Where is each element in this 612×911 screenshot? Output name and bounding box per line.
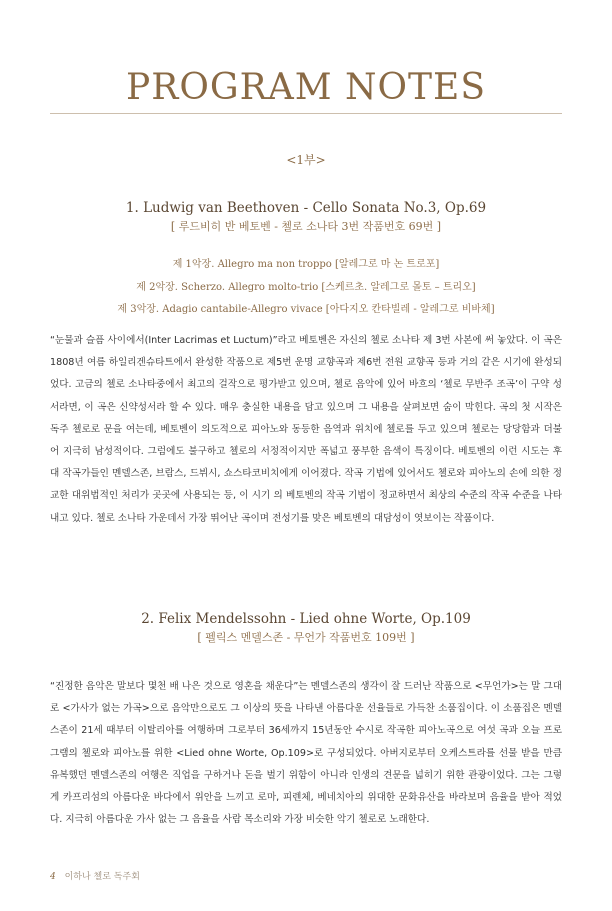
piece-subtitle: [ 루드비히 반 베토벤 - 첼로 소나타 3번 작품번호 69번 ] (170, 220, 442, 233)
piece-title: 2. Felix Mendelssohn - Lied ohne Worte, Op.109 (141, 611, 471, 627)
piece-title: 1. Ludwig van Beethoven - Cello Sonata No.3, Op.69 (125, 200, 487, 216)
movement-item: 제 2악장. Scherzo. Allegro molto-trio [스케르초. 알레그로 몰토 – 트리오] (136, 281, 476, 293)
piece-2-heading (0, 609, 612, 647)
part-label: <1부> (286, 153, 326, 167)
piece-subtitle: [ 펠릭스 멘델스존 - 무언가 작품번호 109번 ] (197, 631, 415, 644)
movement-item: 제 1악장. Allegro ma non troppo [알레그로 마 논 트로포] (172, 259, 440, 270)
piece-1-description: “눈물과 슬픔 사이에서(Inter Lacrimas et Luctum)”라고 베토벤은 자신의 첼로 소나타 제 3번 사본에 써 놓았다. 이 곡은 1808년 여름 하일리겐슈타트에서 완성한 작품으로 제5번 운명 교향곡과 제6번 전원 교향곡 등과 거의 같은 시기에 완성되었다. 고금의 첼로 소나타중에서 최고의 걸작으로 평가받고 있으며, 첼로 음악에 있어 바흐의 ‘첼로 무반주 조곡’이 구약 성서라면, 이 곡은 신약성서라 할 수 있다. 매우 충실한 내용을 담고 있으며 그 내용을 살펴보면 숨이 막힌다. 곡의 첫 시작은 독주 첼로로 문을 여는데, 베토벤이 의도적으로 피아노와 동등한 음역과 위치에 첼로를 두고 있으며 첼로는 당당함과 더불어 지극히 남성적이다. 그럼에도 불구하고 첼로의 서정적이지만 폭넓고 풍부한 음색이 특징이다. 베토벤의 이런 시도는 후대 작곡가들인 멘델스존, 브람스, 드뷔시, 쇼스타코비치에게 이어졌다. 작곡 기법에 있어서도 첼로와 피아노의 손에 의한 정교한 대위법적인 처리가 곳곳에 사용되는 등, 이 시기 의 베토벤의 작곡 기법이 정교하면서 최상의 수준의 작곡 수준을 나타내고 있다. 첼로 소나타 가운데서 가장 뛰어난 곡이며 전성기를 맞은 베토벤의 대담성이 엿보이는 작품이다. (50, 335, 562, 524)
piece-1-heading (0, 198, 612, 236)
page-title: PROGRAM NOTES (126, 67, 486, 108)
footer-text: 이하나 첼로 독주회 (64, 872, 140, 882)
title-divider (50, 113, 562, 114)
piece-2-description: “진정한 음악은 말보다 몇천 배 나은 것으로 영혼을 채운다”는 멘델스존의 생각이 잘 드러난 작품으로 <무언가>는 말 그대로 <가사가 없는 가곡>으로 음악만으로도 그 이상의 뜻을 나타낸 아름다운 선율들로 가득찬 소품집이다. 이 소품집은 멘델스존이 21세 때부터 이탈리아를 여행하며 그로부터 36세까지 15년동안 수시로 작곡한 피아노곡으로 여섯 곡과 오늘 프로그램의 첼로와 피아노를 위한 <Lied ohne Worte, Op.109>로 구성되었다. 아버지로부터 오케스트라를 선물 받을 만큼 유복했던 멘델스존의 여행은 직업을 구하거나 돈을 벌기 위함이 아니라 인생의 견문을 넓히기 위한 관광이었다. 그는 그렇게 카프리섬의 아름다운 바다에서 위안을 느끼고 로마, 피렌체, 베네치아의 위대한 문화유산을 바라보며 음율을 받아 적었다. 지극히 아름다운 가사 없는 그 음율을 사람 목소리와 가장 비슷한 악기 첼로로 노래한다. (50, 681, 562, 826)
movement-list (0, 254, 612, 322)
page-footer (50, 869, 140, 882)
movement-item: 제 3악장. Adagio cantabile-Allegro vivace [아다지오 칸타빌레 - 알레그로 비바체] (117, 304, 495, 315)
page-number: 4 (50, 872, 56, 882)
